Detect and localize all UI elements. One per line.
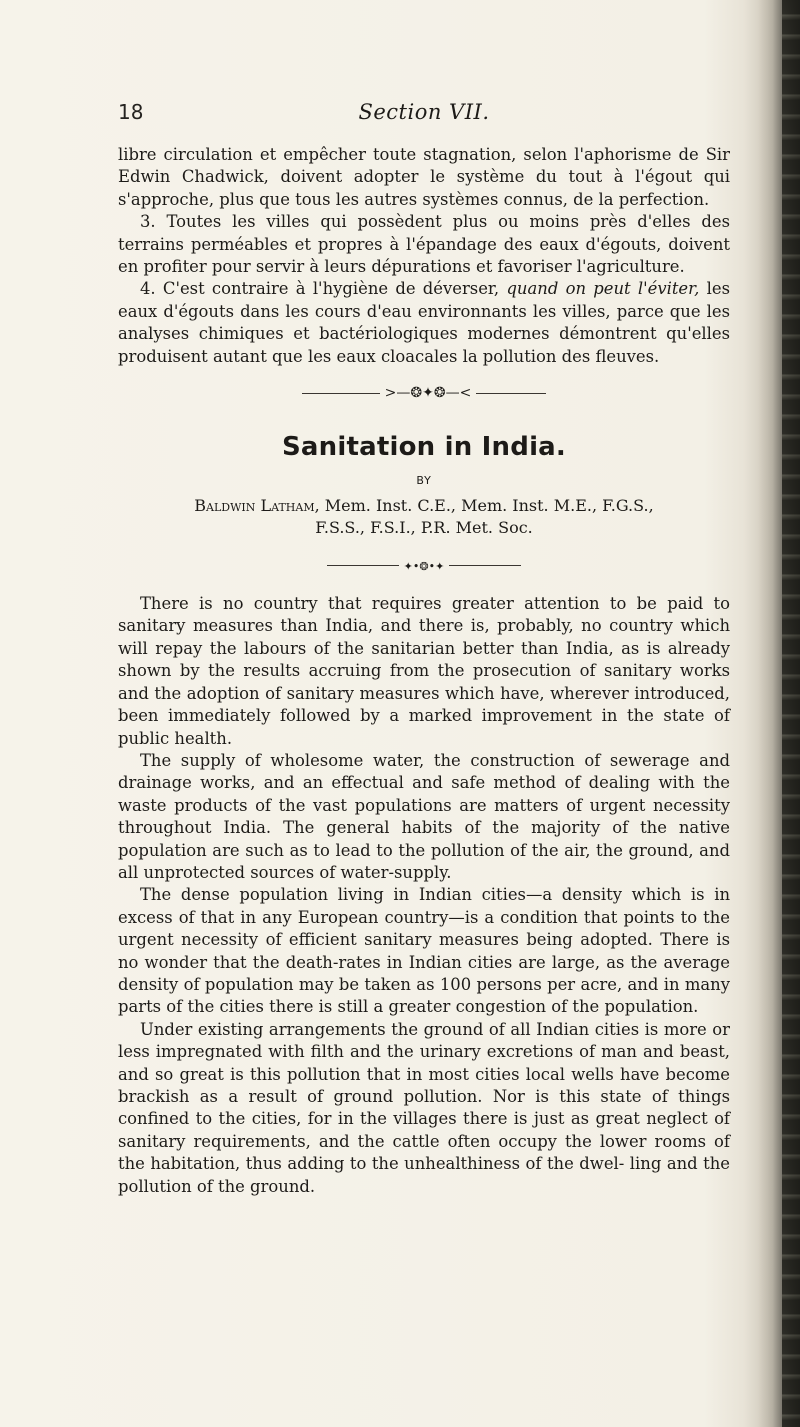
author-divider-ornament [118, 555, 730, 575]
ornament2-line-left [327, 565, 399, 566]
section-title: Section VII. [358, 100, 490, 124]
intro-paragraph-3-start: 4. C'est contraire à l'hygiène de déverser, [140, 279, 500, 299]
ornament2-glyph: ✦•❂•✦ [403, 560, 445, 574]
article-paragraph: The supply of wholesome water, the construction of sewerage and drainage works, and an effectual and safe method of dealing with the waste products of the vast populations are matters of urgent necessity throughout India. The general habits of the majority of the native population are such as to lead to the pollution of the air, the ground, and all unprotected sources of water-supply. [118, 750, 730, 882]
intro-paragraph-3 [118, 278, 730, 368]
article-paragraph: There is no country that requires greater attention to be paid to sanitary measures than India, and there is, probably, no country which will repay the labours of the sanitarian better than India, as is already shown by the results accruing from the prosecution of sanitary works and the adoption of sanitary measures which have, wherever introduced, been immediately followed by a marked improvement in the state of public health. [118, 594, 730, 748]
book-spine-shadow [758, 0, 800, 1427]
author-credentials-1: , Mem. Inst. C.E., Mem. Inst. M.E., F.G.S., [314, 496, 654, 516]
page-content [118, 100, 730, 1198]
author-name: Baldwin Latham [194, 496, 315, 516]
page-number: 18 [118, 100, 144, 124]
ornament-line-left [302, 393, 380, 394]
article-title: Sanitation in India. [281, 432, 567, 463]
intro-paragraph-1: libre circulation et empêcher toute stagnation, selon l'aphorisme de Sir Edwin Chadwick, doivent adopter le système du tout à l'égout qui s'approche, plus que tous les autres systèmes connus, de la perfection. [118, 145, 730, 209]
ornament2-line-right [449, 565, 521, 566]
article-paragraph: The dense population living in Indian cities—a density which is in excess of that in any European country—is a condition that points to the urgent necessity of efficient sanitary measures being adopted. There is no wonder that the death-rates in Indian cities are large, as the average density of population may be taken as 100 persons per acre, and in many parts of the cities there is still a greater congestion of the population. [118, 885, 730, 1017]
section-divider-ornament [118, 382, 730, 404]
ornament-line-right [476, 393, 546, 394]
intro-paragraph-2: 3. Toutes les villes qui possèdent plus ou moins près d'elles des terrains perméables et propres à l'épandage des eaux d'égouts, doivent en profiter pour servir à leurs dépurations et favoriser l'agriculture. [118, 212, 730, 277]
byline-label: BY [416, 474, 432, 488]
running-head [118, 100, 730, 126]
intro-paragraph-3-italic: quand on peut l'éviter, [506, 279, 700, 299]
article-paragraph: Under existing arrangements the ground of all Indian cities is more or less impregnated with filth and the urinary excretions of man and beast, and so great is this pollution that in most cities local wells have become brackish as a result of ground pollution. Nor is this state of things confined to the cities, for in the villages there is just as great neglect of sanitary requirements, and the cattle often occupy the lower rooms of the habitation, thus adding to the unhealthiness of the dwel- ling and the pollution of the ground. [118, 1019, 730, 1196]
ornament-glyph: >—❂✦❂—< [384, 385, 472, 402]
intro-paragraph-3-end: les eaux d'égouts dans les cours d'eau environnants les villes, parce que les analyses chimiques et bactériologiques modernes démontrent qu'elles produisent autant que les eaux cloacales la pollution des fleuves. [118, 279, 730, 366]
author-credentials-2: F.S.S., F.S.I., P.R. Met. Soc. [315, 518, 533, 538]
author-line-1 [118, 495, 730, 517]
